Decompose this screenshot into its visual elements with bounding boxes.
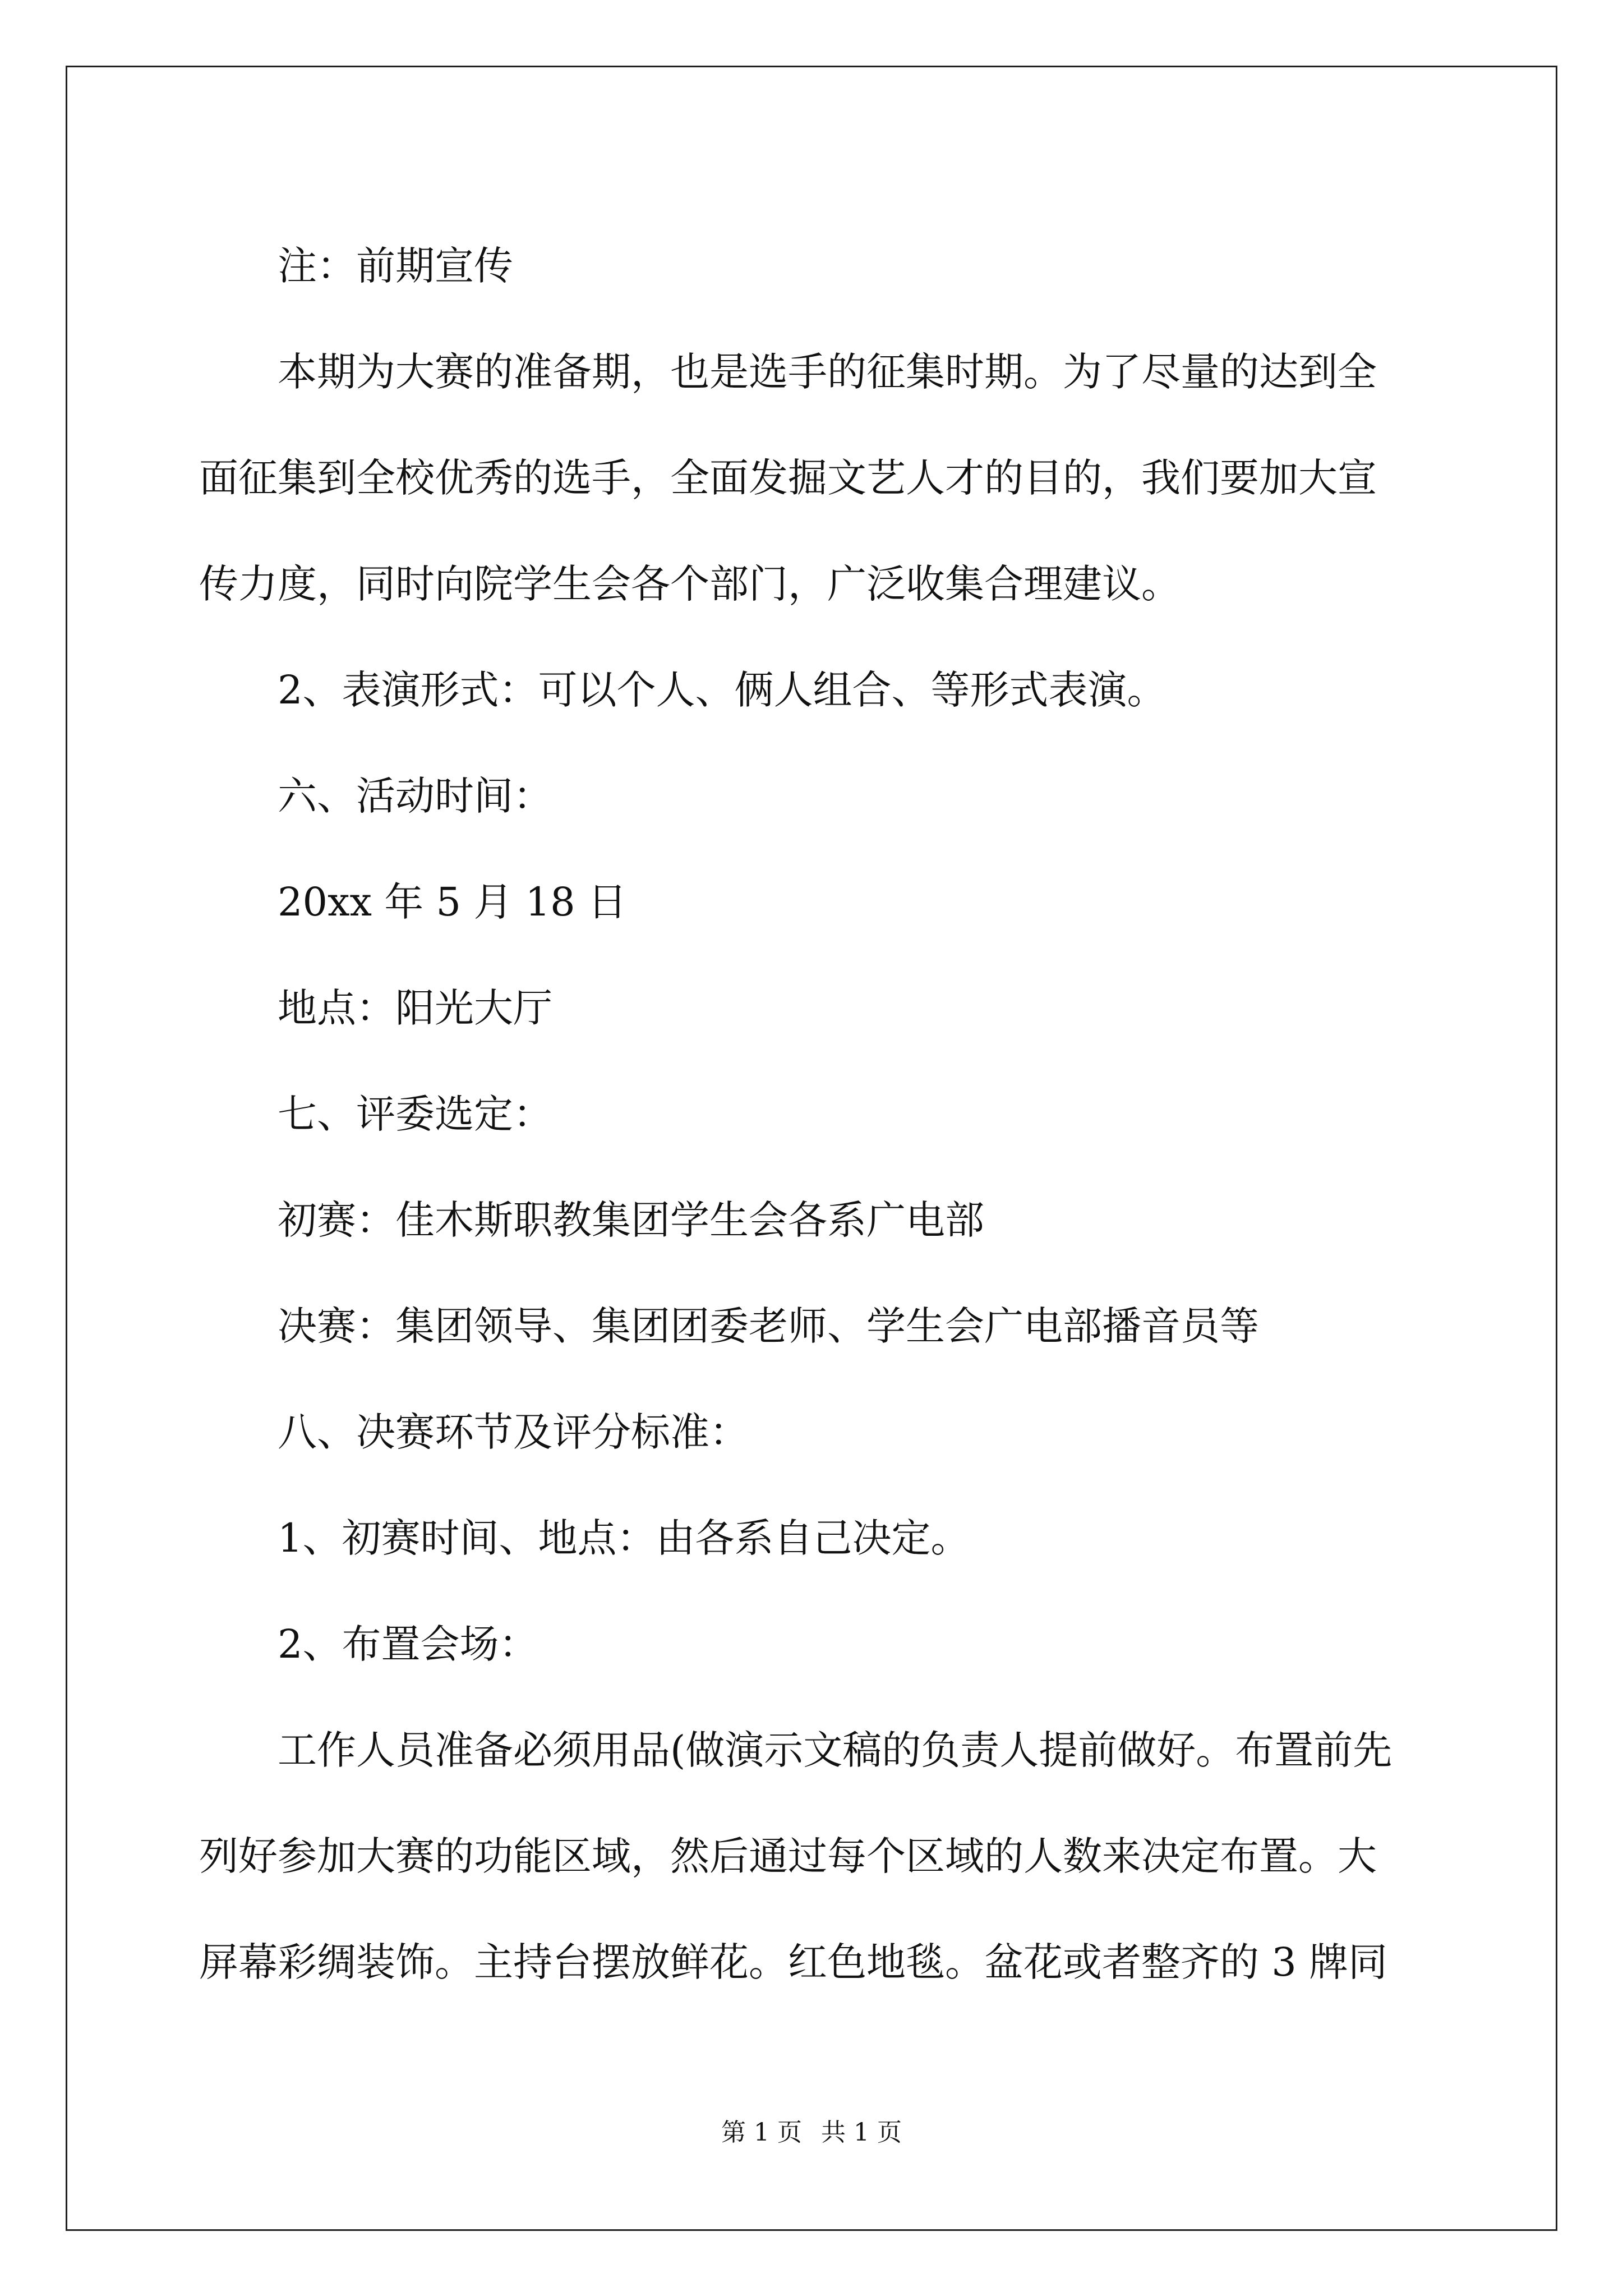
paragraph-date: 20xx 年 5 月 18 日 (278, 879, 627, 925)
page-total: 共 1 页 (821, 2118, 902, 2147)
paragraph-line: 本期为大赛的准备期，也是选手的征集时期。为了尽量的达到全 (278, 349, 1377, 395)
heading-activity-time: 六、活动时间： (278, 773, 552, 819)
heading-final-criteria: 八、决赛环节及评分标准： (278, 1409, 749, 1455)
paragraph-line: 列好参加大赛的功能区域，然后通过每个区域的人数来决定布置。大 (199, 1833, 1377, 1879)
document-body (199, 213, 1433, 2016)
paragraph-note-publicity: 注：前期宣传 (278, 243, 513, 289)
paragraph-staff-preparation (199, 1697, 1433, 2016)
page-footer (0, 2116, 1623, 2150)
page-number: 第 1 页 (721, 2118, 802, 2147)
paragraph-preliminary-judges: 初赛：佳木斯职教集团学生会各系广电部 (278, 1197, 984, 1243)
paragraph-line: 传力度，同时向院学生会各个部门，广泛收集合理建议。 (199, 561, 1181, 607)
paragraph-venue-setup: 2、布置会场： (278, 1621, 538, 1667)
paragraph-line: 面征集到全校优秀的选手，全面发掘文艺人才的目的，我们要加大宣 (199, 455, 1377, 501)
paragraph-line: 屏幕彩绸装饰。主持台摆放鲜花。红色地毯。盆花或者整齐的 3 牌同 (199, 1939, 1388, 1985)
paragraph-location: 地点：阳光大厅 (278, 985, 552, 1031)
paragraph-preliminary-time-place: 1、初赛时间、地点：由各系自己决定。 (278, 1515, 970, 1561)
paragraph-final-judges: 决赛：集团领导、集团团委老师、学生会广电部播音员等 (278, 1303, 1259, 1349)
paragraph-preparation-period (199, 319, 1433, 637)
paragraph-line: 工作人员准备必须用品(做演示文稿的负责人提前做好。布置前先 (278, 1727, 1393, 1773)
paragraph-performance-form: 2、表演形式：可以个人、俩人组合、等形式表演。 (278, 667, 1166, 713)
heading-judges: 七、评委选定： (278, 1091, 552, 1137)
